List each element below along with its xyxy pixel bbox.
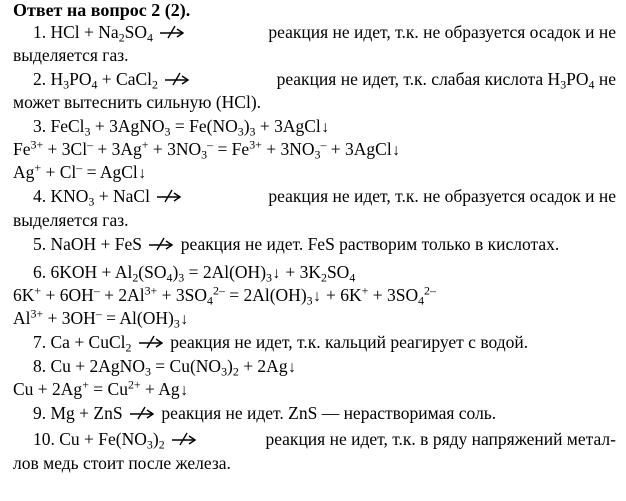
page-title: Ответ на вопрос 2 (2). [13,0,191,20]
precipitate-arrow-icon: ↓ [288,359,297,376]
precipitate-arrow-icon: ↓ [180,311,189,328]
reaction-3-line-1: 3. FeCl$_3$ + 3AgNO$_3$ = $Fe(NO_3)_3$ + 3AgCl↓ [33,116,330,139]
no-reaction-arrow-icon [171,432,197,446]
reaction-8-line-2: $Cu + 2Ag^+ = Cu^{2+}$ + Ag↓ [13,377,189,399]
precipitate-arrow-icon: ↓ [321,119,330,136]
reaction-6-line-3: $Al^{3+} + 3OH^-$ = $Al(OH)_3↓$ [13,306,189,331]
reaction-2-line-1: 2. $H_3PO_4$ + CaCl$_2$ реакция не идет, т.к. слабая кислота $H_3PO_4$ не [33,69,616,92]
reaction-8-line-1: 8. Cu + 2AgNO$_3$ = $Cu(NO_3)_2$ + 2Ag↓ [33,356,297,379]
reaction-7-line-1: 7. Ca + CuCl$_2$ реакция не идет, т.к. кальций реагирует с водой. [33,332,529,355]
no-reaction-arrow-icon [138,335,164,349]
no-reaction-arrow-icon [159,25,185,39]
reaction-9-line-1: 9. Mg + ZnS реакция не идет. ZnS — нерастворимая соль. [33,403,497,423]
reaction-4-line-2: выделяется газ. [13,210,129,230]
no-reaction-arrow-icon [129,406,155,420]
precipitate-arrow-icon: ↓ [313,288,322,305]
reaction-4-line-1: 4. $KNO_3$ + NaCl реакция не идет, т.к. не образуется осадок и не [33,186,616,209]
no-reaction-arrow-icon [148,237,174,251]
reaction-10-line-1: 10. $Cu + Fe(NO_3)_2$ реакция не идет, т.к. в ряду напряжений метал- [33,429,616,452]
precipitate-arrow-icon: ↓ [272,265,281,282]
reaction-2-line-2: может вытеснить сильную (HCl). [13,92,262,112]
reaction-5-line-1: 5. NaOH + FeS реакция не идет. FeS растворим только в кислотах. [33,234,560,254]
no-reaction-arrow-icon [156,189,182,203]
reaction-10-line-2: лов медь стоит после железа. [13,453,231,473]
reaction-1-line-1: 1. HCl + $Na_2SO_4$ реакция не идет, т.к. не образуется осадок и не [33,22,616,45]
reaction-1-line-2: выделяется газ. [13,45,129,65]
no-reaction-arrow-icon [164,72,190,86]
precipitate-arrow-icon: ↓ [138,165,147,182]
reaction-6-line-1: 6. $6KOH + Al_2(SO_4)_3$ = $2Al(OH)_3↓ + 3K_2SO_4$ [33,262,356,285]
reaction-3-line-3: Ag+ + Cl– = AgCl↓ [13,160,147,182]
precipitate-arrow-icon: ↓ [392,142,401,159]
precipitate-arrow-icon: ↓ [180,382,189,399]
reaction-6-line-2: $6K^+ + 6OH^- + 2Al^{3+} + 3SO_4^{2-}$ = $2Al(OH)_3↓ + 6K^+ + 3SO_4^{2-}$ [13,283,436,308]
reaction-3-line-2: $Fe^{3+} + 3Cl^- + 3Ag^+ + 3NO_3^- = Fe^{3+} + 3NO_3^-$ + 3AgCl↓ [13,137,401,162]
